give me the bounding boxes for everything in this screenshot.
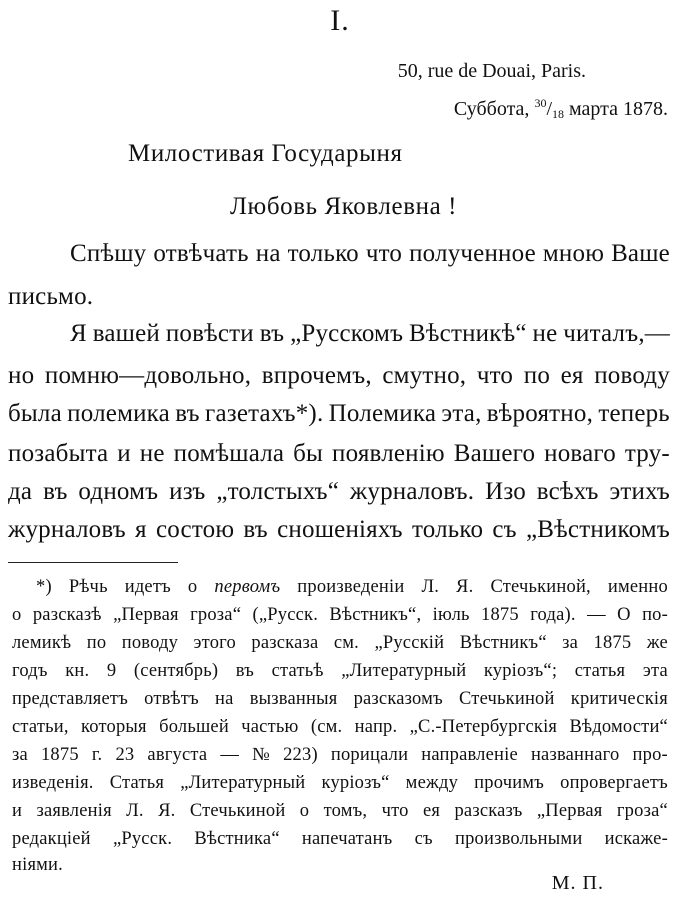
footnote-divider [8, 562, 178, 563]
footnote-word: Стечькиной [189, 801, 286, 821]
footnote-word: о [187, 577, 198, 597]
date-old-style: 18 [552, 107, 564, 121]
footnote-word: именно [607, 577, 668, 597]
footnote-word: — [220, 745, 240, 765]
footnote-word: куріозъ“ [321, 773, 390, 793]
footnote-word: отвѣтъ [144, 689, 199, 709]
footnote-word: Л. [126, 801, 144, 821]
footnote-word: Вѣстника“ [194, 829, 280, 849]
body-line [8, 362, 670, 390]
footnote-word: Я. [158, 801, 176, 821]
footnote-word: опровергаетъ [560, 773, 668, 793]
footnote-word: разсказа [251, 633, 319, 653]
footnote-word: 23 [115, 745, 135, 765]
footnote-word: искаже- [604, 829, 668, 849]
footnote-word: статьѣ [271, 661, 324, 681]
body-word: я [135, 516, 147, 543]
footnote-word: 1875 [481, 605, 519, 625]
footnote-word: Вѣстникъ“ [459, 633, 547, 653]
footnote-word: этого [193, 633, 236, 653]
body-word: поводу [594, 362, 670, 389]
body-word: и [117, 440, 131, 467]
footnote-word: названнаго [530, 745, 620, 765]
footnote-line [36, 577, 668, 598]
footnote-word: эта [642, 661, 668, 681]
footnote-word: представляетъ [12, 689, 128, 709]
footnote-word: статья [574, 661, 626, 681]
footnote-word: въ [235, 661, 255, 681]
body-word: бы [293, 440, 324, 467]
body-word: помѣшала [173, 440, 285, 467]
footnote-word: критическія [570, 689, 668, 709]
body-word: была [8, 400, 62, 427]
footnote-word: „Литературный [180, 773, 306, 793]
body-word: но [8, 362, 35, 389]
body-word: въ [259, 320, 285, 347]
body-word: смутно, [382, 362, 467, 389]
footnote-word: Статья [109, 773, 165, 793]
footnote-word: частью [241, 717, 299, 737]
body-word: Ваше [611, 240, 670, 267]
date-month-year: марта 1878. [569, 98, 668, 120]
body-word: ея [560, 362, 584, 389]
body-word: въ [243, 516, 268, 543]
footnote-word: — [587, 605, 606, 625]
body-word: мною [542, 240, 605, 267]
date-new-style: 30 [534, 96, 547, 110]
body-word: Вѣстникѣ“ [409, 320, 527, 347]
footnote-word: „Русскій [374, 633, 445, 653]
body-word: на [255, 240, 281, 267]
footnote-word: напр. [354, 717, 398, 737]
body-word: Я [70, 320, 87, 347]
body-word: полученное [409, 240, 536, 267]
body-word: тру- [624, 440, 670, 467]
footnote-word: произведеніи [297, 577, 405, 597]
body-line [8, 283, 93, 311]
footnote-word: за [12, 745, 28, 765]
body-word: Изо [485, 478, 526, 505]
body-word: „Русскомъ [290, 320, 404, 347]
body-word: въ [175, 400, 200, 427]
body-word: не [139, 440, 165, 467]
body-word: сношеніяхъ [277, 516, 403, 543]
body-word: Вашего [453, 440, 536, 467]
footnote-word: „С.-Петербургскія [409, 717, 558, 737]
body-word: только [287, 240, 359, 267]
footnote-word: (см. [310, 717, 343, 737]
footnote-word: порицали [330, 745, 409, 765]
footnote-line [12, 689, 668, 710]
footnote-word: про- [632, 745, 668, 765]
footnote-word: по- [642, 605, 668, 625]
footnote-line [12, 633, 668, 654]
footnote-word: первомъ [214, 577, 281, 597]
body-word: Полемика [328, 400, 437, 427]
body-word: одномъ [78, 478, 159, 505]
footnote-word: Стечькиной [459, 689, 555, 709]
body-word: появленію [332, 440, 445, 467]
footnote-word: „Русск. [112, 829, 173, 849]
body-word: полемика [67, 400, 170, 427]
body-word: теперь [598, 400, 670, 427]
body-word: этихъ [609, 478, 670, 505]
body-line [70, 240, 670, 268]
footnote-word: кн. [65, 661, 90, 681]
date-weekday: Суббота, [453, 98, 530, 120]
footnote-word: которыя [81, 717, 147, 737]
footnote-word: Вѣстникъ“, [329, 605, 422, 625]
footnote-word: лемикѣ [12, 633, 72, 653]
footnote-word: Стечькиной, [490, 577, 591, 597]
body-word: въ [43, 478, 68, 505]
footnote-word: за [562, 633, 579, 653]
body-line [8, 400, 670, 428]
footnote-word: Я. [456, 577, 474, 597]
footnote-line [12, 717, 668, 738]
footnote-word: заявленія [36, 801, 112, 821]
footnote-line [12, 855, 63, 876]
footnote-word: 9 [106, 661, 117, 681]
footnote-word: куріозъ“; [483, 661, 558, 681]
footnote-word: о [12, 605, 22, 625]
body-line [8, 516, 670, 544]
letter-date: Суббота, $^{30}/_{18}$ марта 1878. [453, 96, 668, 121]
footnote-word: ніями. [12, 855, 63, 875]
body-word: да [8, 478, 33, 505]
body-word: по [523, 362, 551, 389]
footnote-word: гроза“ [616, 801, 668, 821]
footnote-word: прочимъ [474, 773, 544, 793]
footnote-word: по [86, 633, 107, 653]
salutation-line-1: Милостивая Государыня [128, 140, 403, 167]
footnote-word: годъ [12, 661, 48, 681]
body-word: состою [155, 516, 235, 543]
sender-address: 50, rue de Douai, Paris. [397, 60, 586, 82]
body-word: только [411, 516, 484, 543]
footnote-word: направленіе [421, 745, 518, 765]
footnote-word: разсказомъ [353, 689, 443, 709]
body-word: вѣроятно, [486, 400, 594, 427]
footnote-word: 223) [283, 745, 318, 765]
footnote-word: „Литературный [341, 661, 467, 681]
body-line [70, 320, 670, 348]
body-word: помню—довольно, [44, 362, 252, 389]
footnote-word: поводу [121, 633, 179, 653]
footnote-line [12, 801, 668, 822]
body-word: газетахъ*). [205, 400, 324, 427]
footnote-word: „Первая [113, 605, 179, 625]
footnote-word: о [299, 801, 310, 821]
footnote-word: ея [422, 801, 441, 821]
footnote-word: идетъ [124, 577, 171, 597]
footnote-word: между [405, 773, 459, 793]
footnote-word: года). [530, 605, 576, 625]
footnote-word: 1875 [593, 633, 632, 653]
body-word: не [532, 320, 558, 347]
footnote-word: разсказѣ [32, 605, 102, 625]
body-word: читалъ,— [563, 320, 670, 347]
body-word: отвѣчать [153, 240, 249, 267]
body-word: „Вѣстникомъ [525, 516, 670, 543]
footnote-word: изведенія. [12, 773, 94, 793]
footnote-word: томъ, [323, 801, 368, 821]
footnote-line [12, 661, 668, 682]
footnote-word: (сентябрь) [133, 661, 219, 681]
body-word: Спѣшу [70, 240, 147, 267]
body-word: впрочемъ, [261, 362, 372, 389]
footnote-word: іюль [432, 605, 470, 625]
body-word: „толстыхъ“ [216, 478, 340, 505]
footnote-line [12, 829, 668, 850]
footnote-word: „Первая [536, 801, 603, 821]
body-word: позабыта [8, 440, 109, 467]
body-word: новаго [544, 440, 616, 467]
footnote-word: большей [159, 717, 229, 737]
letter-number: I. [330, 4, 350, 37]
footnote-word: напечатанъ [301, 829, 393, 849]
body-word: журналовъ [8, 516, 126, 543]
footnote-word: № [252, 745, 271, 765]
body-word: съ [492, 516, 517, 543]
footnote-line [12, 605, 668, 626]
footnote-signature: М. П. [551, 872, 604, 894]
footnote-word: см. [333, 633, 359, 653]
body-word: эта, [441, 400, 482, 427]
footnote-word: редакціей [12, 829, 91, 849]
footnote-word: что [381, 801, 409, 821]
footnote-word: Рѣчь [68, 577, 108, 597]
body-word: всѣхъ [536, 478, 599, 505]
footnote-word: вызванныя [249, 689, 338, 709]
footnote-word: статьи, [12, 717, 69, 737]
footnote-word: 1875 [40, 745, 79, 765]
footnote-word: О [617, 605, 631, 625]
body-word: изъ [169, 478, 206, 505]
footnote-word: на [215, 689, 234, 709]
footnote-line [12, 745, 668, 766]
footnote-word: съ [414, 829, 433, 849]
footnote-word: же [646, 633, 668, 653]
footnote-word: („Русск. [252, 605, 319, 625]
body-word: повѣсти [165, 320, 254, 347]
footnote-word: произвольными [454, 829, 583, 849]
body-word: что [476, 362, 514, 389]
body-word: письмо. [8, 283, 94, 310]
body-word: что [365, 240, 403, 267]
footnote-line [12, 773, 668, 794]
body-line [8, 478, 670, 506]
salutation-line-2: Любовь Яковлевна ! [230, 193, 458, 220]
footnote-word: *) [36, 577, 52, 597]
footnote-word: гроза“ [190, 605, 242, 625]
body-line [8, 440, 670, 468]
footnote-word: Л. [421, 577, 440, 597]
body-word: вашей [92, 320, 160, 347]
footnote-word: Вѣдомости“ [569, 717, 668, 737]
footnote-word: и [12, 801, 23, 821]
footnote-word: г. [91, 745, 103, 765]
footnote-word: августа [147, 745, 208, 765]
footnote-word: разсказъ [454, 801, 523, 821]
body-word: журналовъ. [349, 478, 475, 505]
